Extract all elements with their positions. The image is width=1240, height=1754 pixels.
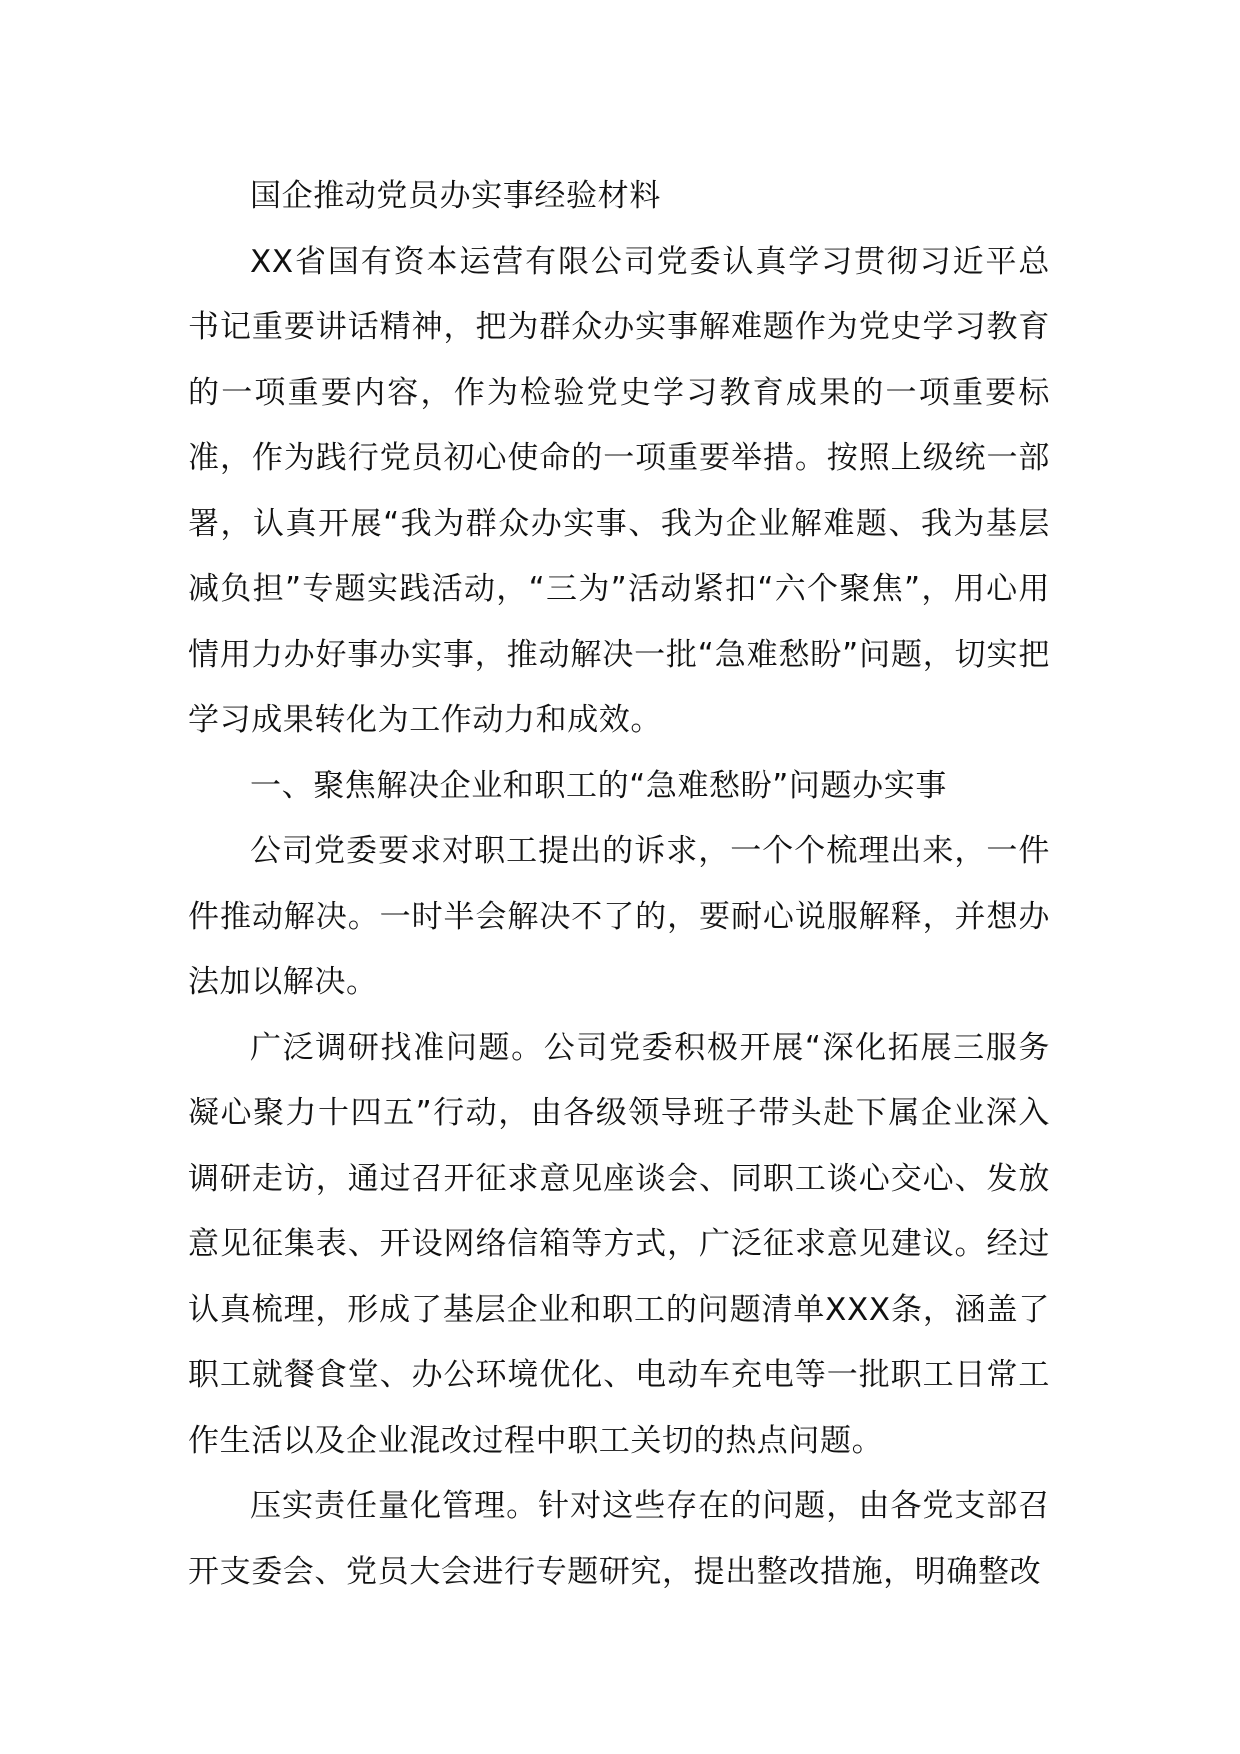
paragraph-responsibility: 压实责任量化管理。针对这些存在的问题，由各党支部召开支委会、党员大会进行专题研究，提出整改措施，明确整改 [188, 1488, 1050, 1590]
section-heading-1: 一、聚焦解决企业和职工的“急难愁盼”问题办实事 [250, 767, 947, 804]
paragraph-intro: XX省国有资本运营有限公司党委认真学习贯彻习近平总书记重要讲话精神，把为群众办实事解难题作为党史学习教育的一项重要内容，作为检验党史学习教育成果的一项重要标准，作为践行党员初心使命的一项重要举措。按照上级统一部署，认真开展“我为群众办实事、我为企业解难题、我为基层减负担”专题实践活动，“三为”活动紧扣“六个聚焦”，用心用情用力办好事办实事，推动解决一批“急难愁盼”问题，切实把学习成果转化为工作动力和成效。 [188, 243, 1050, 738]
document-body [188, 164, 1050, 1605]
paragraph-requirement: 公司党委要求对职工提出的诉求，一个个梳理出来，一件件推动解决。一时半会解决不了的，要耐心说服解释，并想办法加以解决。 [188, 833, 1050, 1000]
paragraph-research: 广泛调研找准问题。公司党委积极开展“深化拓展三服务凝心聚力十四五”行动，由各级领导班子带头赴下属企业深入调研走访，通过召开征求意见座谈会、同职工谈心交心、发放意见征集表、开设网络信箱等方式，广泛征求意见建议。经过认真梳理，形成了基层企业和职工的问题清单XXX条，涵盖了职工就餐食堂、办公环境优化、电动车充电等一批职工日常工作生活以及企业混改过程中职工关切的热点问题。 [188, 1029, 1050, 1459]
document-title: 国企推动党员办实事经验材料 [250, 178, 661, 214]
